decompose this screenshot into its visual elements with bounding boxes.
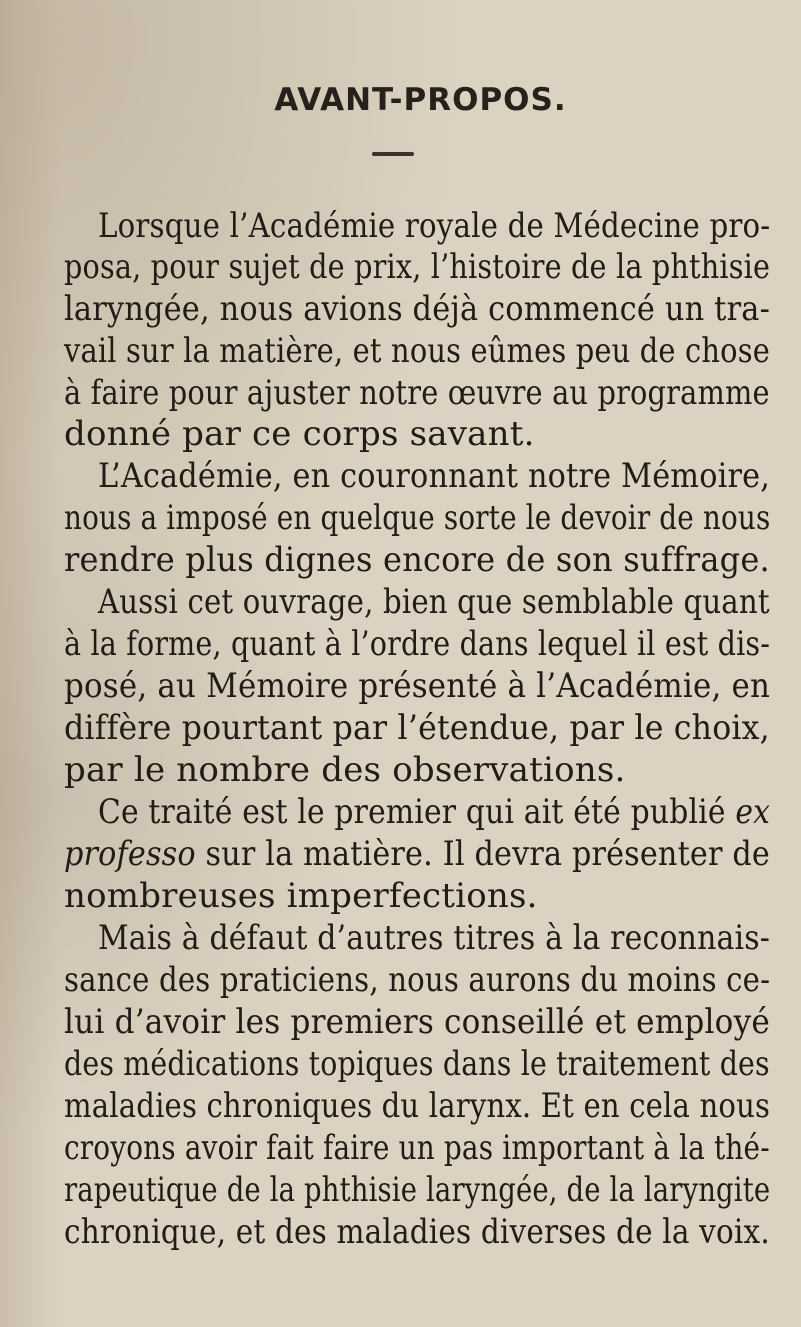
- text-line: par le nombre des observations.: [64, 750, 626, 790]
- text-line: croyons avoir fait faire un pas important à la thé-: [64, 1128, 770, 1168]
- text-line: sance des praticiens, nous aurons du moins ce-: [64, 960, 771, 1000]
- text-line: [64, 834, 770, 874]
- text-line: posé, au Mémoire présenté à l’Académie, en: [64, 666, 771, 706]
- text-line: rendre plus dignes encore de son suffrage.: [64, 540, 770, 580]
- text-line: chronique, et des maladies diverses de la voix.: [64, 1212, 770, 1252]
- text-line: laryngée, nous avions déjà commencé un tra-: [64, 289, 771, 329]
- text-line: lui d’avoir les premiers conseillé et employé: [64, 1002, 770, 1042]
- text-line: à la forme, quant à l’ordre dans lequel il est dis-: [64, 624, 771, 664]
- text-line: vail sur la matière, et nous eûmes peu de chose: [64, 331, 770, 371]
- text-line: nous a imposé en quelque sorte le devoir de nous: [64, 498, 771, 538]
- italic-span: professo: [64, 834, 196, 874]
- text-line: [98, 792, 770, 832]
- page-heading: AVANT-PROPOS.: [274, 82, 567, 118]
- text-line: L’Académie, en couronnant notre Mémoire,: [98, 456, 771, 496]
- text-span: sur la matière. Il devra présenter de: [195, 834, 771, 874]
- text-line: donné par ce corps savant.: [64, 414, 535, 454]
- text-line: des médications topiques dans le traitement des: [64, 1044, 770, 1084]
- text-line: Lorsque l’Académie royale de Médecine pro-: [98, 206, 771, 246]
- text-line: diffère pourtant par l’étendue, par le choix,: [64, 708, 770, 748]
- text-line: maladies chroniques du larynx. Et en cela nous: [64, 1086, 771, 1126]
- text-line: Mais à défaut d’autres titres à la reconnais-: [98, 918, 771, 958]
- text-line: rapeutique de la phthisie laryngée, de la laryngite: [64, 1170, 771, 1210]
- text-line: à faire pour ajuster notre œuvre au programme: [64, 373, 770, 413]
- text-span: Ce traité est le premier qui ait été publié: [98, 792, 736, 832]
- text-line: posa, pour sujet de prix, l’histoire de la phthisie: [64, 247, 771, 287]
- heading-ornament-rule: [372, 152, 414, 156]
- text-line: Aussi cet ouvrage, bien que semblable quant: [98, 582, 770, 622]
- text-line: nombreuses imperfections.: [64, 876, 538, 916]
- italic-span: ex: [735, 792, 771, 832]
